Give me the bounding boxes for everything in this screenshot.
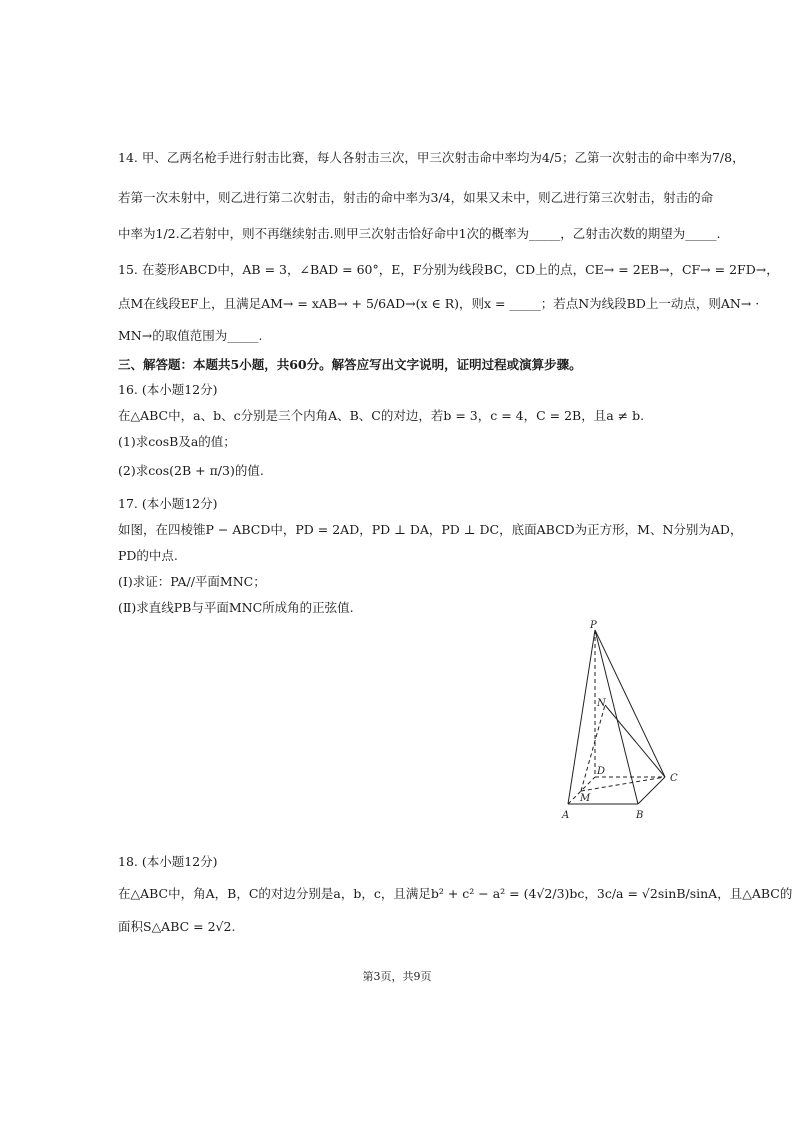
label-A: A (562, 810, 570, 821)
q17-line-3: (Ⅰ)求证：PA//平面MNC； (118, 574, 266, 589)
q18-line-1: 在△ABC中，角A，B，C的对边分别是a，b，c，且满足b² + c² − a² = (4√2/3)bc，3c/a = √2sinB/sinA，且△ABC的 (118, 886, 793, 901)
label-C: C (670, 773, 678, 784)
edge-NC (605, 705, 665, 777)
page-footer: 第3页，共9页 (362, 970, 432, 983)
q14-line-1: 14. 甲、乙两名枪手进行射击比赛，每人各射击三次，甲三次射击命中率均为4/5；乙第一次射击的命中率为7/8， (118, 150, 745, 165)
q15-line-3: MN→的取值范围为_____. (118, 328, 263, 343)
label-D: D (597, 766, 606, 777)
edge-PB (595, 630, 638, 804)
q18-line-2: 面积S△ABC = 2√2. (118, 919, 236, 934)
edge-BC (638, 777, 665, 804)
label-P: P (590, 620, 597, 631)
q16-line-1: 在△ABC中，a、b、c分别是三个内角A、B、C的对边，若b = 3，c = 4，C = 2B，且a ≠ b. (118, 408, 645, 423)
q15-line-1: 15. 在菱形ABCD中，AB = 3，∠BAD = 60°，E，F分别为线段BC，CD上的点，CE→ = 2EB→，CF→ = 2FD→， (118, 262, 779, 277)
q14-line-3: 中率为1/2.乙若射中，则不再继续射击.则甲三次射击恰好命中1次的概率为_____，乙射击次数的期望为_____. (118, 226, 721, 241)
label-B: B (636, 810, 644, 821)
label-N: N (597, 698, 606, 709)
q17-line-4: (Ⅱ)求直线PB与平面MNC所成角的正弦值. (118, 600, 354, 615)
pyramid-figure (560, 618, 690, 828)
q16-heading: 16. (本小题12分) (118, 382, 218, 397)
edge-MN (581, 705, 605, 791)
q17-line-2: PD的中点. (118, 548, 178, 563)
q17-heading: 17. (本小题12分) (118, 496, 218, 511)
q16-line-3: (2)求cos(2B + π/3)的值. (118, 463, 264, 478)
q18-heading: 18. (本小题12分) (118, 854, 218, 869)
q15-line-2: 点M在线段EF上，且满足AM→ = xAB→ + 5/6AD→(x ∈ R)，则x = _____；若点N为线段BD上一动点，则AN→ · (118, 296, 760, 311)
q16-line-2: (1)求cosB及a的值； (118, 434, 236, 449)
edge-PA (568, 630, 595, 804)
label-M: M (580, 793, 591, 804)
q14-line-2: 若第一次未射中，则乙进行第二次射击，射击的命中率为3/4，如果又未中，则乙进行第三次射击，射击的命 (118, 190, 714, 205)
section-3-heading: 三、解答题：本题共5小题，共60分。解答应写出文字说明，证明过程或演算步骤。 (118, 357, 582, 372)
q17-line-1: 如图，在四棱锥P − ABCD中，PD = 2AD，PD ⊥ DA，PD ⊥ DC，底面ABCD为正方形，M、N分别为AD， (118, 522, 743, 537)
